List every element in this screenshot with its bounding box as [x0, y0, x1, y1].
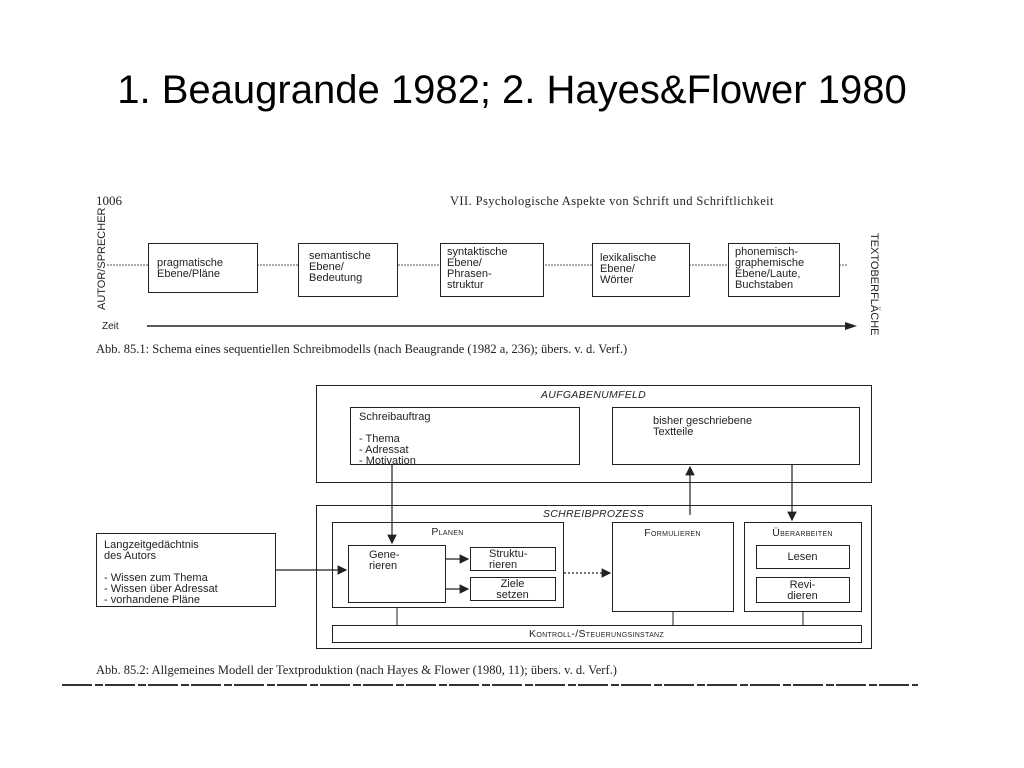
- time-label: Zeit: [102, 321, 119, 332]
- control-instance-label: Kontroll-/Steuerungsinstanz: [529, 628, 664, 640]
- slide-title: 1. Beaugrande 1982; 2. Hayes&Flower 1980: [117, 68, 907, 112]
- box-lexical-label: lexikalische Ebene/ Wörter: [600, 252, 657, 286]
- formulating-title: Formulieren: [644, 527, 701, 539]
- text-surface-label: TEXTOBERFLÄCHE: [868, 233, 880, 336]
- box-phonemic-label: phonemisch- graphemische Ebene/Laute, Buchstaben: [735, 246, 805, 291]
- figure2-arrows: [62, 185, 918, 690]
- written-text-label: bisher geschriebene Textteile: [653, 415, 753, 438]
- figure2-caption: Abb. 85.2: Allgemeines Modell der Textproduktion (nach Hayes & Flower (1980, 11); übers. v. d. Verf.): [96, 663, 617, 677]
- writing-assignment-label: Schreibauftrag - Thema - Adressat - Motivation: [359, 411, 431, 467]
- box-pragmatic-label: pragmatische Ebene/Pläne: [157, 257, 224, 280]
- scanned-page: [62, 185, 918, 690]
- page-number: 1006: [96, 193, 122, 208]
- box-semantic-label: semantische Ebene/ Bedeutung: [309, 250, 371, 284]
- generate-label: Gene- rieren: [369, 549, 400, 572]
- running-title: VII. Psychologische Aspekte von Schrift und Schriftlichkeit: [450, 194, 774, 208]
- writing-process-title: SCHREIBPROZESS: [542, 508, 645, 520]
- author-speaker-label: AUTOR/SPRECHER: [96, 207, 108, 310]
- read-label: Lesen: [787, 551, 818, 563]
- structure-label: Struktu- rieren: [489, 548, 528, 571]
- planning-title: Planen: [431, 526, 464, 538]
- revise-label: Revi- dieren: [787, 579, 818, 602]
- box-syntactic-label: syntaktische Ebene/ Phrasen- struktur: [447, 246, 508, 291]
- task-environment-title: AUFGABENUMFELD: [540, 389, 647, 401]
- figure1-caption: Abb. 85.1: Schema eines sequentiellen Schreibmodells (nach Beaugrande (1982 a, 236); übers. v. d. Verf.): [96, 342, 628, 356]
- set-goals-label: Ziele setzen: [496, 578, 529, 601]
- revising-title: Überarbeiten: [772, 527, 833, 539]
- long-term-memory-label: Langzeitgedächtnis des Autors - Wissen zum Thema - Wissen über Adressat - vorhandene Pläne: [104, 539, 218, 606]
